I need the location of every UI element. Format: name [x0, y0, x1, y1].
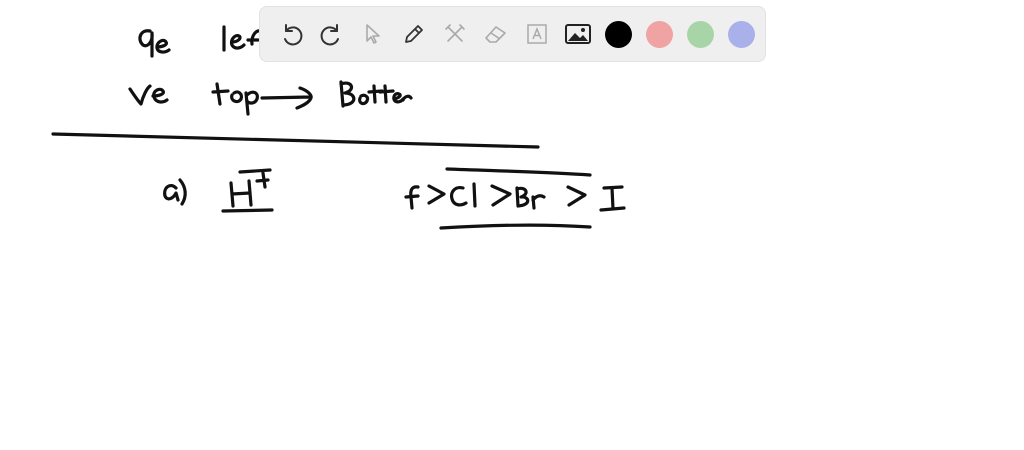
handwriting-line-2 — [130, 82, 411, 114]
select-button[interactable] — [352, 14, 393, 55]
tools-icon — [443, 22, 467, 46]
image-button[interactable] — [557, 14, 598, 55]
undo-button[interactable] — [270, 14, 311, 55]
redo-icon — [319, 21, 345, 47]
separator-line — [53, 134, 538, 147]
color-swatch-black — [605, 21, 632, 48]
color-red-button[interactable] — [639, 14, 680, 55]
handwriting-line-3 — [165, 170, 272, 211]
color-swatch-red — [646, 21, 673, 48]
color-swatch-green — [687, 21, 714, 48]
pen-button[interactable] — [393, 14, 434, 55]
undo-icon — [278, 21, 304, 47]
handwriting-line-1 — [140, 27, 260, 56]
color-blue-button[interactable] — [721, 14, 762, 55]
select-arrow-icon — [361, 22, 385, 46]
tools-button[interactable] — [434, 14, 475, 55]
color-green-button[interactable] — [680, 14, 721, 55]
eraser-button[interactable] — [475, 14, 516, 55]
text-icon — [525, 22, 549, 46]
redo-button[interactable] — [311, 14, 352, 55]
pen-icon — [402, 22, 426, 46]
color-swatch-blue — [728, 21, 755, 48]
color-black-button[interactable] — [598, 14, 639, 55]
eraser-icon — [483, 22, 509, 46]
handwriting-line-4 — [406, 169, 624, 228]
image-icon — [564, 22, 592, 46]
drawing-toolbar — [260, 7, 765, 61]
text-button[interactable] — [516, 14, 557, 55]
